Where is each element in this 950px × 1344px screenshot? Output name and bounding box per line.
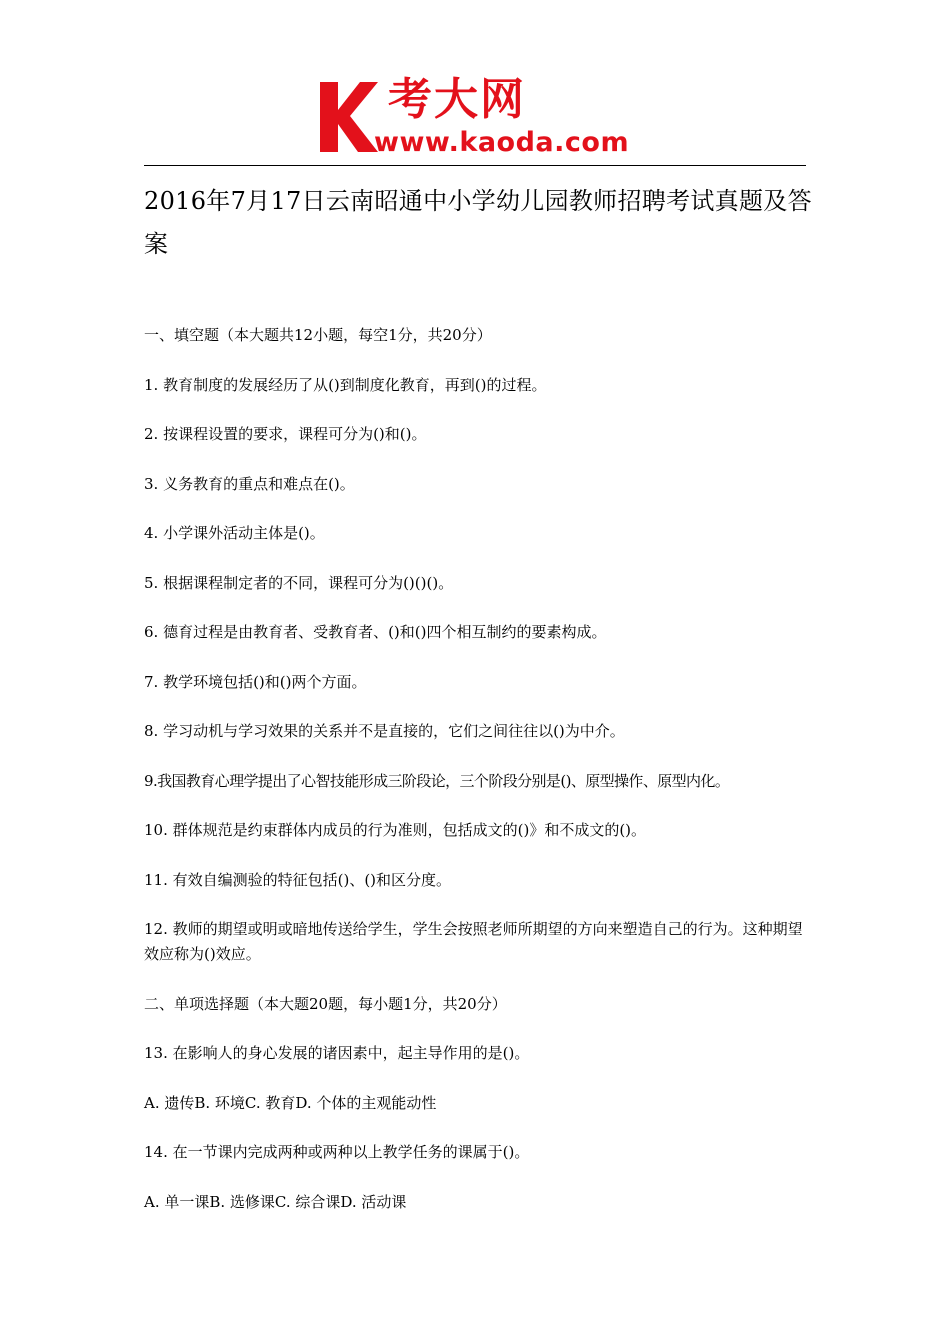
question-11: 11. 有效自编测验的特征包括()、()和区分度。 xyxy=(144,870,452,889)
site-logo[interactable] xyxy=(318,74,638,160)
question-5: 5. 根据课程制定者的不同，课程可分为()()()。 xyxy=(144,573,454,592)
header-divider xyxy=(144,165,806,166)
question-13: 13. 在影响人的身心发展的诸因素中，起主导作用的是()。 xyxy=(144,1044,530,1062)
section-heading-single-choice: 二、单项选择题（本大题20题，每小题1分，共20分） xyxy=(144,994,507,1013)
question-13-options: A. 遗传B. 环境C. 教育D. 个体的主观能动性 xyxy=(144,1093,437,1112)
question-14-options: A. 单一课B. 选修课C. 综合课D. 活动课 xyxy=(144,1192,407,1211)
logo-k-mark-icon xyxy=(318,80,380,154)
question-6: 6. 德育过程是由教育者、受教育者、()和()四个相互制约的要素构成。 xyxy=(144,623,607,641)
question-2: 2. 按课程设置的要求，课程可分为()和()。 xyxy=(144,425,427,443)
question-12: 12. 教师的期望或明或暗地传送给学生，学生会按照老师所期望的方向来塑造自己的行为。这种期望效应称为()效应。 xyxy=(144,920,803,963)
question-14: 14. 在一节课内完成两种或两种以上教学任务的课属于()。 xyxy=(144,1143,530,1161)
question-9: 9.我国教育心理学提出了心智技能形成三阶段论，三个阶段分别是()、原型操作、原型内化。 xyxy=(144,771,730,790)
document-title: 2016年7月17日云南昭通中小学幼儿园教师招聘考试真题及答案 xyxy=(144,187,812,258)
section-heading-fill-blank: 一、填空题（本大题共12小题，每空1分，共20分） xyxy=(144,326,492,344)
question-7: 7. 教学环境包括()和()两个方面。 xyxy=(144,672,367,691)
logo-text: 考大网 xyxy=(388,74,526,125)
question-10: 10. 群体规范是约束群体内成员的行为准则，包括成文的()》和不成文的()。 xyxy=(144,821,647,839)
question-4: 4. 小学课外活动主体是()。 xyxy=(144,524,325,542)
question-8: 8. 学习动机与学习效果的关系并不是直接的，它们之间往往以()为中介。 xyxy=(144,722,625,740)
question-3: 3. 义务教育的重点和难点在()。 xyxy=(144,474,355,493)
document-body xyxy=(144,323,814,1239)
logo-url: www.kaoda.com xyxy=(374,127,630,158)
question-1: 1. 教育制度的发展经历了从()到制度化教育，再到()的过程。 xyxy=(144,375,547,394)
